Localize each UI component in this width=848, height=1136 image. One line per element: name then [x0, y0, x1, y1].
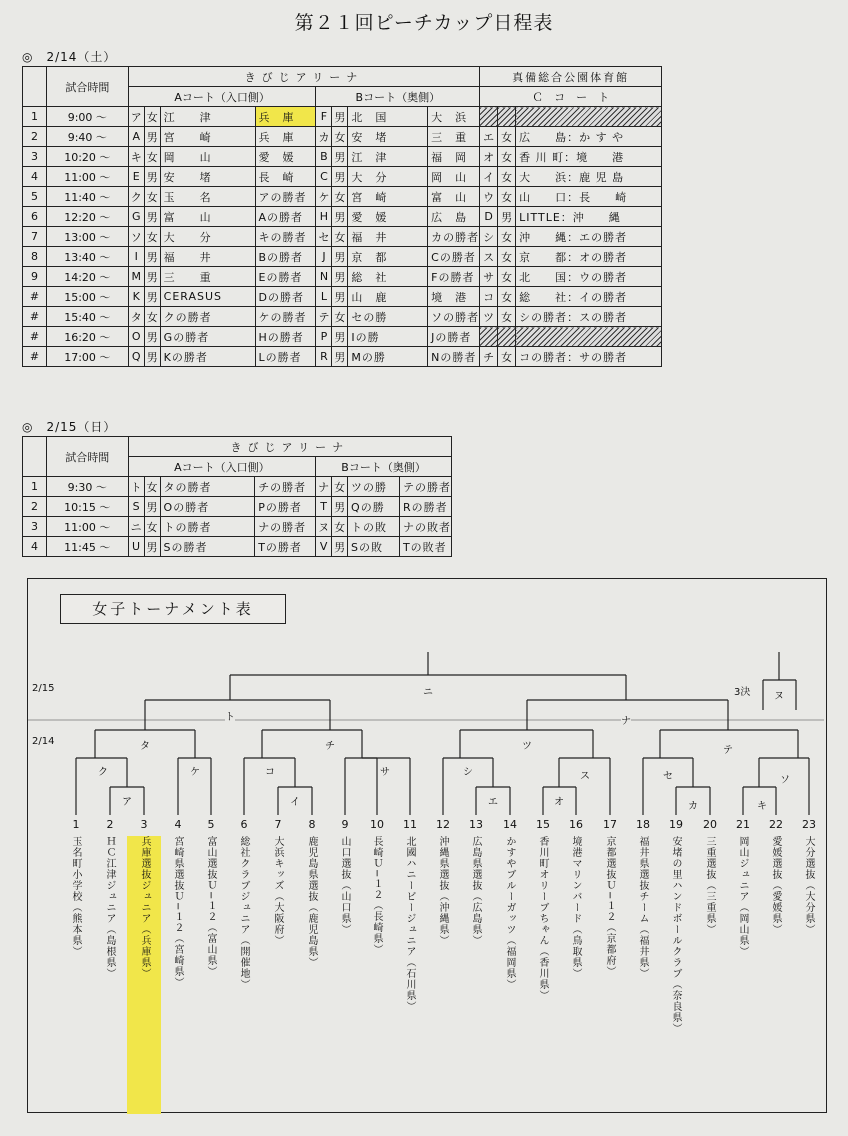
- courtB-team2: 富 山: [428, 187, 480, 207]
- courtB-team2: 福 岡: [428, 147, 480, 167]
- courtB-team1: セの勝: [348, 307, 428, 327]
- match-number: 2: [23, 497, 47, 517]
- match-time: 10:20 ～: [46, 147, 128, 167]
- courtA-gender: 女: [144, 477, 160, 497]
- team-name: 山口選抜（山口県）: [339, 836, 350, 935]
- match-label: ア: [122, 793, 132, 808]
- match-time: 11:00 ～: [46, 517, 128, 537]
- match-time: 9:00 ～: [46, 107, 128, 127]
- time-header: 試合時間: [46, 437, 128, 477]
- courtA-match-id: A: [128, 127, 144, 147]
- courtA-gender: 男: [144, 127, 160, 147]
- courtB-match-id: P: [316, 327, 332, 347]
- match-label: サ: [380, 763, 390, 778]
- courtC-teams: 大 浜：鹿 児 島: [516, 167, 662, 187]
- courtA-match-id: ト: [128, 477, 144, 497]
- courtA-team2: 長 崎: [255, 167, 316, 187]
- match-label: キ: [757, 797, 767, 812]
- team-number: 17: [603, 818, 617, 831]
- team-number: 5: [207, 818, 215, 831]
- courtC-match-id: コ: [480, 287, 498, 307]
- team-number: 23: [802, 818, 816, 831]
- courtC-teams: LITTLE：沖 縄: [516, 207, 662, 227]
- match-label: コ: [265, 763, 275, 778]
- courtC-teams: 総 社：イの勝者: [516, 287, 662, 307]
- match-number: 4: [23, 167, 47, 187]
- match-time: 10:15 ～: [46, 497, 128, 517]
- match-label: セ: [663, 767, 673, 782]
- venue2-header: 真備総合公園体育館: [480, 67, 662, 87]
- courtB-header: Bコート（奥側）: [316, 87, 480, 107]
- courtC-match-id: D: [480, 207, 498, 227]
- courtB-match-id: V: [316, 537, 332, 557]
- match-number: 6: [23, 207, 47, 227]
- courtB-team2: 岡 山: [428, 167, 480, 187]
- courtB-gender: 男: [332, 347, 348, 367]
- courtB-match-id: ヌ: [316, 517, 332, 537]
- courtC-gender: 女: [498, 287, 516, 307]
- courtB-team1: 北 国: [348, 107, 428, 127]
- courtB-team1: 安 堵: [348, 127, 428, 147]
- courtB-gender: 男: [332, 147, 348, 167]
- match-label: シ: [463, 763, 473, 778]
- courtC-match-id: ウ: [480, 187, 498, 207]
- courtB-match-id: C: [316, 167, 332, 187]
- courtA-team2: ナの勝者: [255, 517, 316, 537]
- courtB-team1: 江 津: [348, 147, 428, 167]
- team-number: 11: [403, 818, 417, 831]
- courtA-header: Aコート（入口側）: [128, 87, 316, 107]
- courtA-match-id: U: [128, 537, 144, 557]
- courtA-match-id: タ: [128, 307, 144, 327]
- courtA-team2: Tの勝者: [255, 537, 316, 557]
- courtB-team1: Iの勝: [348, 327, 428, 347]
- courtA-team2: チの勝者: [255, 477, 316, 497]
- team-number: 22: [769, 818, 783, 831]
- team-number: 14: [503, 818, 517, 831]
- match-number: 3: [23, 147, 47, 167]
- team-number: 19: [669, 818, 683, 831]
- team-name: 総社クラブジュニア（開催地）: [238, 836, 249, 990]
- courtC-gender: 女: [498, 347, 516, 367]
- courtA-team1: トの勝者: [160, 517, 255, 537]
- courtA-gender: 男: [144, 327, 160, 347]
- match-label: カ: [688, 797, 698, 812]
- team-number: 3: [140, 818, 148, 831]
- courtB-team2: カの勝者: [428, 227, 480, 247]
- match-label: ヌ: [774, 687, 784, 702]
- courtB-gender: 男: [332, 247, 348, 267]
- match-label: ツ: [522, 737, 532, 752]
- match-label: ニ: [423, 683, 433, 698]
- courtA-gender: 男: [144, 167, 160, 187]
- courtC-teams: 広 島：か す や: [516, 127, 662, 147]
- courtB-team1: トの敗: [348, 517, 400, 537]
- courtC-gender: 女: [498, 147, 516, 167]
- match-label: オ: [554, 793, 564, 808]
- courtB-match-id: N: [316, 267, 332, 287]
- courtB-team1: Qの勝: [348, 497, 400, 517]
- match-time: 11:40 ～: [46, 187, 128, 207]
- courtC-teams: コの勝者：サの勝者: [516, 347, 662, 367]
- courtA-gender: 男: [144, 287, 160, 307]
- courtB-gender: 女: [332, 517, 348, 537]
- match-time: 11:00 ～: [46, 167, 128, 187]
- courtC-match-id: ツ: [480, 307, 498, 327]
- courtB-team1: 宮 崎: [348, 187, 428, 207]
- courtC-teams: 山 口：長 崎: [516, 187, 662, 207]
- team-name: 大分選抜（大分県）: [803, 836, 814, 935]
- courtB-team2: 境 港: [428, 287, 480, 307]
- courtA-team1: Sの勝者: [160, 537, 255, 557]
- team-name: 宮崎県選抜Ｕ−１２（宮崎県）: [172, 836, 183, 989]
- courtA-team2: Lの勝者: [255, 347, 316, 367]
- courtC-match-id: ス: [480, 247, 498, 267]
- match-number: #: [23, 347, 47, 367]
- courtA-match-id: キ: [128, 147, 144, 167]
- courtA-gender: 女: [144, 107, 160, 127]
- courtA-match-id: ニ: [128, 517, 144, 537]
- courtA-match-id: G: [128, 207, 144, 227]
- team-name: 愛媛選抜（愛媛県）: [770, 836, 781, 935]
- tournament-title: 女子トーナメント表: [60, 594, 286, 624]
- courtB-team2: Tの敗者: [399, 537, 451, 557]
- courtA-match-id: O: [128, 327, 144, 347]
- courtC-gender: 女: [498, 227, 516, 247]
- third-place-label: 3決: [734, 687, 751, 698]
- courtA-team1: Oの勝者: [160, 497, 255, 517]
- match-label: イ: [290, 793, 300, 808]
- team-number: 18: [636, 818, 650, 831]
- courtA-team1: タの勝者: [160, 477, 255, 497]
- courtB-team2: Rの勝者: [399, 497, 451, 517]
- team-number: 21: [736, 818, 750, 831]
- courtC-gender: 男: [498, 207, 516, 227]
- match-label: エ: [488, 793, 498, 808]
- courtA-team2: アの勝者: [255, 187, 316, 207]
- courtC-gender: 女: [498, 307, 516, 327]
- courtB-match-id: L: [316, 287, 332, 307]
- courtA-team2: Aの勝者: [255, 207, 316, 227]
- match-time: 16:20 ～: [46, 327, 128, 347]
- team-name: 福井県選抜チーム（福井県）: [637, 836, 648, 979]
- match-time: 13:00 ～: [46, 227, 128, 247]
- courtA-team2: Hの勝者: [255, 327, 316, 347]
- courtC-header: Ｃ コ ー ト: [480, 87, 662, 107]
- courtA-team1: 江 津: [160, 107, 255, 127]
- team-name: 三重選抜（三重県）: [704, 836, 715, 935]
- match-label: ケ: [190, 763, 200, 778]
- courtA-team2: ケの勝者: [255, 307, 316, 327]
- venue1-header: きびじアリーナ: [128, 67, 479, 87]
- courtB-team2: Fの勝者: [428, 267, 480, 287]
- courtA-team2: 兵 庫: [255, 107, 316, 127]
- courtB-team2: 三 重: [428, 127, 480, 147]
- courtB-gender: 女: [332, 127, 348, 147]
- courtB-team1: 福 井: [348, 227, 428, 247]
- day-label-215: 2/15: [32, 683, 55, 694]
- team-number: 15: [536, 818, 550, 831]
- team-name: 長崎Ｕ−１２（長崎県）: [371, 836, 382, 956]
- team-name: 富山選抜Ｕ−１２（富山県）: [205, 836, 216, 978]
- courtA-header: Aコート（入口側）: [128, 457, 316, 477]
- courtB-team2: 広 島: [428, 207, 480, 227]
- courtB-match-id: ナ: [316, 477, 332, 497]
- courtA-match-id: S: [128, 497, 144, 517]
- courtB-team2: Jの勝者: [428, 327, 480, 347]
- day1-date: ◎ 2/14（土）: [22, 50, 117, 64]
- courtC-teams: 香 川 町：境 港: [516, 147, 662, 167]
- courtA-gender: 男: [144, 207, 160, 227]
- match-time: 11:45 ～: [46, 537, 128, 557]
- courtA-gender: 女: [144, 517, 160, 537]
- team-number: 13: [469, 818, 483, 831]
- match-number: 2: [23, 127, 47, 147]
- courtA-gender: 女: [144, 147, 160, 167]
- courtB-match-id: セ: [316, 227, 332, 247]
- team-number: 16: [569, 818, 583, 831]
- courtA-team1: CERASUS: [160, 287, 255, 307]
- courtB-match-id: テ: [316, 307, 332, 327]
- time-header: 試合時間: [46, 67, 128, 107]
- match-label: ナ: [621, 712, 631, 727]
- courtB-team1: 総 社: [348, 267, 428, 287]
- match-label: チ: [325, 737, 335, 752]
- courtB-match-id: H: [316, 207, 332, 227]
- team-number: 8: [308, 818, 316, 831]
- courtC-teams: 沖 縄：エの勝者: [516, 227, 662, 247]
- match-time: 9:30 ～: [46, 477, 128, 497]
- courtB-team2: Cの勝者: [428, 247, 480, 267]
- courtA-team1: Gの勝者: [160, 327, 255, 347]
- match-time: 15:40 ～: [46, 307, 128, 327]
- team-name: 岡山ジュニア（岡山県）: [737, 836, 748, 957]
- team-name: 兵庫選抜ジュニア（兵庫県）: [127, 836, 161, 1114]
- courtA-match-id: ア: [128, 107, 144, 127]
- match-time: 13:40 ～: [46, 247, 128, 267]
- courtA-team1: 宮 崎: [160, 127, 255, 147]
- courtB-match-id: F: [316, 107, 332, 127]
- courtA-team2: Pの勝者: [255, 497, 316, 517]
- courtA-team1: 三 重: [160, 267, 255, 287]
- team-number: 9: [341, 818, 349, 831]
- team-name: 北國ハニービージュニア（石川県）: [404, 836, 415, 1012]
- courtC-gender: 女: [498, 247, 516, 267]
- courtC-match-id: チ: [480, 347, 498, 367]
- courtA-match-id: ソ: [128, 227, 144, 247]
- team-name: 香川町オリーブちゃん（香川県）: [537, 836, 548, 1001]
- courtC-gender: 女: [498, 187, 516, 207]
- courtB-match-id: カ: [316, 127, 332, 147]
- courtA-match-id: ク: [128, 187, 144, 207]
- courtA-match-id: E: [128, 167, 144, 187]
- match-number: #: [23, 307, 47, 327]
- match-number: 4: [23, 537, 47, 557]
- team-number: 2: [106, 818, 114, 831]
- courtB-team1: ツの勝: [348, 477, 400, 497]
- courtA-gender: 女: [144, 187, 160, 207]
- match-time: 15:00 ～: [46, 287, 128, 307]
- match-time: 12:20 ～: [46, 207, 128, 227]
- courtB-team2: ナの敗者: [399, 517, 451, 537]
- match-number: 8: [23, 247, 47, 267]
- courtB-match-id: J: [316, 247, 332, 267]
- team-name: かすやブルーガッツ（福岡県）: [504, 836, 515, 990]
- courtA-gender: 男: [144, 347, 160, 367]
- team-number: 20: [703, 818, 717, 831]
- courtC-match-id: エ: [480, 127, 498, 147]
- courtA-match-id: M: [128, 267, 144, 287]
- courtC-match-id: サ: [480, 267, 498, 287]
- match-number: #: [23, 287, 47, 307]
- match-number: 1: [23, 477, 47, 497]
- courtC-teams: 京 都：オの勝者: [516, 247, 662, 267]
- match-label: ソ: [780, 771, 790, 786]
- courtA-match-id: I: [128, 247, 144, 267]
- courtB-team1: 大 分: [348, 167, 428, 187]
- courtB-gender: 女: [332, 477, 348, 497]
- match-number: 3: [23, 517, 47, 537]
- courtB-team1: 京 都: [348, 247, 428, 267]
- match-label: テ: [723, 741, 733, 756]
- match-time: 14:20 ～: [46, 267, 128, 287]
- courtA-team1: 富 山: [160, 207, 255, 227]
- match-label: タ: [140, 737, 150, 752]
- courtB-team1: Sの敗: [348, 537, 400, 557]
- day2-date: ◎ 2/15（日）: [22, 420, 117, 434]
- courtC-match-id: シ: [480, 227, 498, 247]
- courtB-match-id: R: [316, 347, 332, 367]
- courtA-team1: 岡 山: [160, 147, 255, 167]
- courtA-team1: クの勝者: [160, 307, 255, 327]
- courtB-gender: 女: [332, 307, 348, 327]
- courtB-team1: 愛 媛: [348, 207, 428, 227]
- match-number: #: [23, 327, 47, 347]
- match-number: 5: [23, 187, 47, 207]
- courtB-team2: 大 浜: [428, 107, 480, 127]
- courtA-team2: Eの勝者: [255, 267, 316, 287]
- courtA-match-id: K: [128, 287, 144, 307]
- courtB-gender: 男: [332, 267, 348, 287]
- team-name: ＨＣ江津ジュニア（島根県）: [104, 836, 115, 979]
- match-label: ク: [98, 763, 108, 778]
- courtA-team2: 愛 媛: [255, 147, 316, 167]
- courtB-header: Bコート（奥側）: [316, 457, 452, 477]
- courtA-team1: 大 分: [160, 227, 255, 247]
- courtB-team2: Nの勝者: [428, 347, 480, 367]
- courtB-gender: 男: [332, 167, 348, 187]
- courtC-match-id: オ: [480, 147, 498, 167]
- venue1-header: きびじアリーナ: [128, 437, 451, 457]
- courtB-match-id: B: [316, 147, 332, 167]
- page-title: 第２１回ピーチカップ日程表: [294, 12, 554, 34]
- courtA-team2: Dの勝者: [255, 287, 316, 307]
- match-number: 1: [23, 107, 47, 127]
- team-name: 大浜キッズ（大阪府）: [272, 836, 283, 946]
- team-number: 6: [240, 818, 248, 831]
- courtA-gender: 男: [144, 537, 160, 557]
- team-number: 12: [436, 818, 450, 831]
- match-number: 9: [23, 267, 47, 287]
- team-name: 境港マリンバード（鳥取県）: [570, 836, 581, 979]
- courtA-gender: 男: [144, 267, 160, 287]
- courtB-gender: 男: [332, 537, 348, 557]
- team-name: 鹿児島県選抜（鹿児島県）: [306, 836, 317, 968]
- team-name: 広島県選抜（広島県）: [470, 836, 481, 946]
- courtC-gender: 女: [498, 267, 516, 287]
- courtB-gender: 女: [332, 187, 348, 207]
- courtA-gender: 男: [144, 247, 160, 267]
- courtB-gender: 男: [332, 287, 348, 307]
- courtB-gender: 女: [332, 227, 348, 247]
- team-name: 安堵の里ハンドボールクラブ（奈良県）: [670, 836, 681, 1034]
- match-label: ス: [580, 767, 590, 782]
- courtB-gender: 男: [332, 497, 348, 517]
- courtC-gender: 女: [498, 127, 516, 147]
- courtA-team2: 兵 庫: [255, 127, 316, 147]
- courtC-gender: 女: [498, 167, 516, 187]
- courtA-team1: 福 井: [160, 247, 255, 267]
- match-number: 7: [23, 227, 47, 247]
- courtB-team2: ソの勝者: [428, 307, 480, 327]
- courtC-teams: 北 国：ウの勝者: [516, 267, 662, 287]
- courtB-match-id: ケ: [316, 187, 332, 207]
- courtB-gender: 男: [332, 207, 348, 227]
- team-number: 10: [370, 818, 384, 831]
- courtA-gender: 女: [144, 307, 160, 327]
- courtA-gender: 男: [144, 497, 160, 517]
- courtA-team2: キの勝者: [255, 227, 316, 247]
- courtA-match-id: Q: [128, 347, 144, 367]
- team-number: 7: [274, 818, 282, 831]
- courtB-gender: 男: [332, 107, 348, 127]
- day-label-214: 2/14: [32, 736, 55, 747]
- courtB-match-id: T: [316, 497, 332, 517]
- courtB-gender: 男: [332, 327, 348, 347]
- courtA-team1: Kの勝者: [160, 347, 255, 367]
- courtB-team1: Mの勝: [348, 347, 428, 367]
- courtA-team1: 安 堵: [160, 167, 255, 187]
- team-number: 1: [72, 818, 80, 831]
- courtA-team1: 玉 名: [160, 187, 255, 207]
- team-number: 4: [174, 818, 182, 831]
- courtA-gender: 女: [144, 227, 160, 247]
- courtA-team2: Bの勝者: [255, 247, 316, 267]
- match-time: 9:40 ～: [46, 127, 128, 147]
- courtB-team1: 山 鹿: [348, 287, 428, 307]
- courtB-team2: テの勝者: [399, 477, 451, 497]
- courtC-teams: シの勝者：スの勝者: [516, 307, 662, 327]
- match-time: 17:00 ～: [46, 347, 128, 367]
- team-name: 沖縄県選抜（沖縄県）: [437, 836, 448, 946]
- match-label: ト: [225, 708, 235, 723]
- courtC-match-id: イ: [480, 167, 498, 187]
- team-name: 京都選抜Ｕ−１２（京都府）: [604, 836, 615, 978]
- team-name: 玉名町小学校（熊本県）: [70, 836, 81, 957]
